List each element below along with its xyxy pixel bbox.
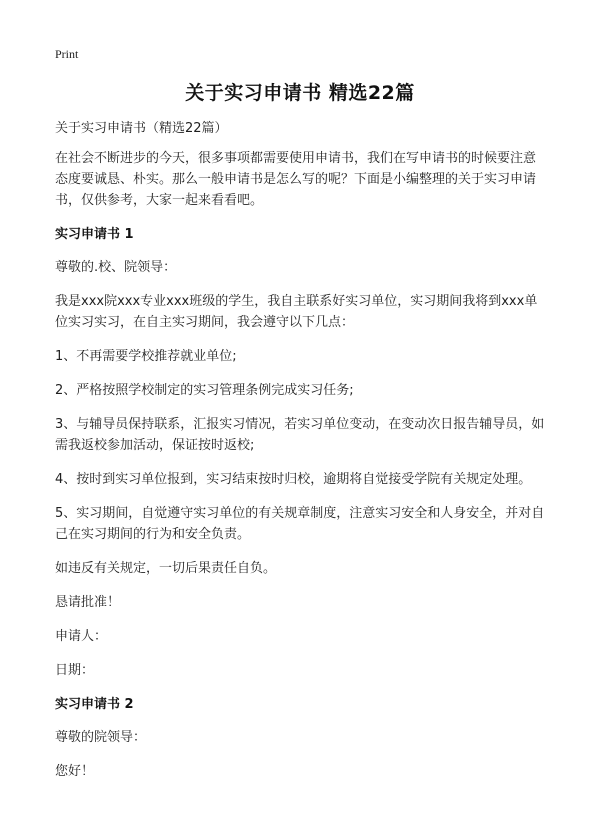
document-subtitle: 关于实习申请书（精选22篇） — [55, 121, 228, 136]
section-heading-1: 实习申请书 1 — [55, 227, 134, 242]
list-item-3: 3、与辅导员保持联系，汇报实习情况，若实习单位变动，在变动次日报告辅导员，如需我返校参加活动，保证按时返校; — [55, 417, 545, 453]
list-item-2: 2、严格按照学校制定的实习管理条例完成实习任务; — [55, 383, 354, 398]
request-line: 恳请批准！ — [55, 595, 121, 610]
intro-paragraph: 在社会不断进步的今天，很多事项都需要使用申请书，我们在写申请书的时候要注意态度要诚恳、朴实。那么一般申请书是怎么写的呢？下面是小编整理的关于实习申请书，仅供参考，大家一起来看看吧。 — [55, 151, 537, 208]
body-paragraph-1: 我是xxx院xxx专业xxx班级的学生，我自主联系好实习单位，实习期间我将到xxx单位实习实习，在自主实习期间，我会遵守以下几点： — [55, 294, 538, 330]
section-heading-2: 实习申请书 2 — [55, 697, 134, 712]
salutation-1: 尊敬的.校、院领导： — [55, 260, 177, 275]
list-item-4: 4、按时到实习单位报到，实习结束按时归校，逾期将自觉接受学院有关规定处理。 — [55, 472, 532, 487]
print-link[interactable]: Print — [55, 47, 79, 61]
applicant-line: 申请人： — [55, 629, 108, 644]
document-title: 关于实习申请书 精选22篇 — [185, 82, 415, 104]
greeting-2: 您好！ — [55, 764, 95, 779]
date-line: 日期： — [55, 663, 95, 678]
document-body — [55, 118, 547, 795]
list-item-5: 5、实习期间，自觉遵守实习单位的有关规章制度，注意实习安全和人身安全，并对自己在实习期间的行为和安全负责。 — [55, 506, 545, 542]
closing-statement: 如违反有关规定，一切后果责任自负。 — [55, 561, 277, 576]
salutation-2: 尊敬的院领导： — [55, 730, 147, 745]
list-item-1: 1、不再需要学校推荐就业单位; — [55, 349, 237, 364]
